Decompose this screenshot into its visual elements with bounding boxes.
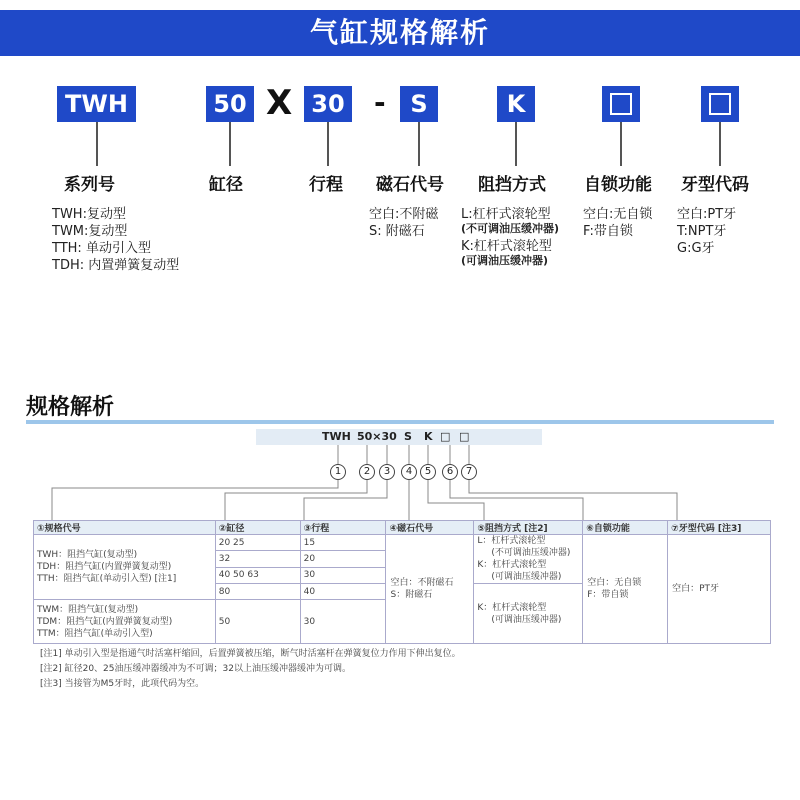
stroke-cell: 15 — [300, 535, 386, 551]
block-cell-1 — [474, 535, 583, 584]
bore-cell: 32 — [215, 551, 300, 567]
series-tth: TTH：阻挡气缸(单动引入型) [注1] — [37, 574, 177, 584]
header-stroke: ③行程 — [300, 521, 386, 535]
code-magnet-box: S — [400, 86, 438, 122]
code-x-sign: X — [266, 83, 293, 123]
header-series: ①规格代号 — [34, 521, 216, 535]
header-lock: ⑥自锁功能 — [583, 521, 668, 535]
series-twh: TWH：阻挡气缸(复动型) — [37, 550, 138, 560]
series-group-1 — [34, 535, 216, 600]
series-group-2 — [34, 600, 216, 644]
magnet-blank: 空白：不附磁石 — [390, 578, 454, 588]
circle-5: 5 — [420, 464, 436, 480]
series-desc-tth: TTH: 单动引入型 — [52, 241, 151, 256]
thread-desc-g: G:G牙 — [677, 241, 715, 256]
header-magnet: ④磁石代号 — [386, 521, 474, 535]
bore-cell: 20 25 — [215, 535, 300, 551]
magnet-desc-s: S: 附磁石 — [369, 224, 425, 239]
category-lock-label: 自锁功能 — [584, 175, 652, 195]
category-magnet-label: 磁石代号 — [376, 175, 444, 195]
thread-desc-npt: T:NPT牙 — [677, 224, 727, 239]
series-desc-twm: TWM:复动型 — [52, 224, 128, 239]
banner-title: 气缸规格解析 — [0, 10, 800, 56]
spec-table-header — [34, 521, 771, 535]
header-block: ⑤阻挡方式 [注2] — [474, 521, 583, 535]
circle-7: 7 — [461, 464, 477, 480]
series-tdh: TDH：阻挡气缸(内置弹簧复动型) — [37, 562, 172, 572]
circle-4: 4 — [401, 464, 417, 480]
block-l: L：杠杆式滚轮型 — [477, 536, 546, 546]
lock-blank: 空白：无自锁 — [587, 578, 642, 588]
code-stroke-box: 30 — [304, 86, 352, 122]
category-stroke-label: 行程 — [309, 175, 343, 195]
block-desc-l-note: (不可调油压缓冲器) — [461, 222, 560, 235]
model-square-2: □ — [459, 430, 470, 443]
spec-section-title: 规格解析 — [26, 395, 115, 420]
code-block-box: K — [497, 86, 535, 122]
thread-desc-pt: 空白:PT牙 — [677, 207, 737, 222]
series-ttm: TTM：阻挡气缸(单动引入型) — [37, 628, 153, 639]
series-tdm: TDM：阻挡气缸(内置弹簧复动型) — [37, 616, 173, 627]
circle-2: 2 — [359, 464, 375, 480]
header-thread: ⑦牙型代码 [注3] — [668, 521, 771, 535]
circle-1: 1 — [330, 464, 346, 480]
lock-cell — [583, 535, 668, 644]
category-series-label: 系列号 — [64, 175, 115, 195]
lock-desc-blank: 空白:无自锁 — [583, 207, 653, 222]
series-desc-twh: TWH:复动型 — [52, 207, 126, 222]
model-k: K — [424, 430, 433, 443]
code-series-box: TWH — [57, 86, 136, 122]
category-block-label: 阻挡方式 — [478, 175, 546, 195]
code-dash: - — [374, 86, 386, 119]
block-k-note: (可调油压缓冲器) — [491, 572, 562, 582]
note-3: [注3] 当接管为M5牙时，此项代码为空。 — [40, 679, 205, 689]
model-s: S — [404, 430, 412, 443]
block-cell-2 — [474, 584, 583, 644]
stroke-cell: 40 — [300, 584, 386, 600]
code-bore-box: 50 — [206, 86, 254, 122]
block-k: K：杠杆式滚轮型 — [477, 560, 547, 570]
stroke-cell: 20 — [300, 551, 386, 567]
series-twm: TWM：阻挡气缸(复动型) — [37, 604, 139, 615]
category-thread-label: 牙型代码 — [681, 175, 749, 195]
circle-6: 6 — [442, 464, 458, 480]
stroke-cell: 30 — [300, 567, 386, 583]
bore-cell: 80 — [215, 584, 300, 600]
header-bore: ②缸径 — [215, 521, 300, 535]
note-1: [注1] 单动引入型是指通气时活塞杆缩回，后置弹簧被压缩，断气时活塞杆在弹簧复位力作用下伸出复位。 — [40, 649, 461, 659]
block-k-2: K：杠杆式滚轮型 — [477, 602, 547, 613]
bore-cell: 50 — [215, 600, 300, 644]
series-desc-tdh: TDH: 内置弹簧复动型 — [52, 258, 180, 273]
circle-3: 3 — [379, 464, 395, 480]
table-row — [34, 535, 771, 551]
magnet-cell — [386, 535, 474, 644]
block-desc-l: L:杠杆式滚轮型 — [461, 207, 551, 222]
thread-cell: 空白：PT牙 — [668, 535, 771, 644]
model-bore-stroke: 50×30 — [357, 430, 397, 443]
model-square-1: □ — [440, 430, 451, 443]
magnet-desc-blank: 空白:不附磁 — [369, 207, 439, 222]
magnet-s: S：附磁石 — [390, 590, 433, 600]
block-l-note: (不可调油压缓冲器) — [491, 548, 571, 558]
block-desc-k-note: (可调油压缓冲器) — [461, 254, 549, 267]
bore-cell: 40 50 63 — [215, 567, 300, 583]
lock-f: F：带自锁 — [587, 590, 629, 600]
category-bore-label: 缸径 — [209, 175, 243, 195]
block-desc-k: K:杠杆式滚轮型 — [461, 239, 552, 254]
stroke-cell: 30 — [300, 600, 386, 644]
block-k-note-2: (可调油压缓冲器) — [491, 614, 562, 625]
note-2: [注2] 缸径20、25油压缓冲器缓冲为不可调；32以上油压缓冲器缓冲为可调。 — [40, 664, 351, 674]
lock-desc-f: F:带自锁 — [583, 224, 633, 239]
model-series: TWH — [322, 430, 351, 443]
spec-table — [33, 520, 771, 644]
